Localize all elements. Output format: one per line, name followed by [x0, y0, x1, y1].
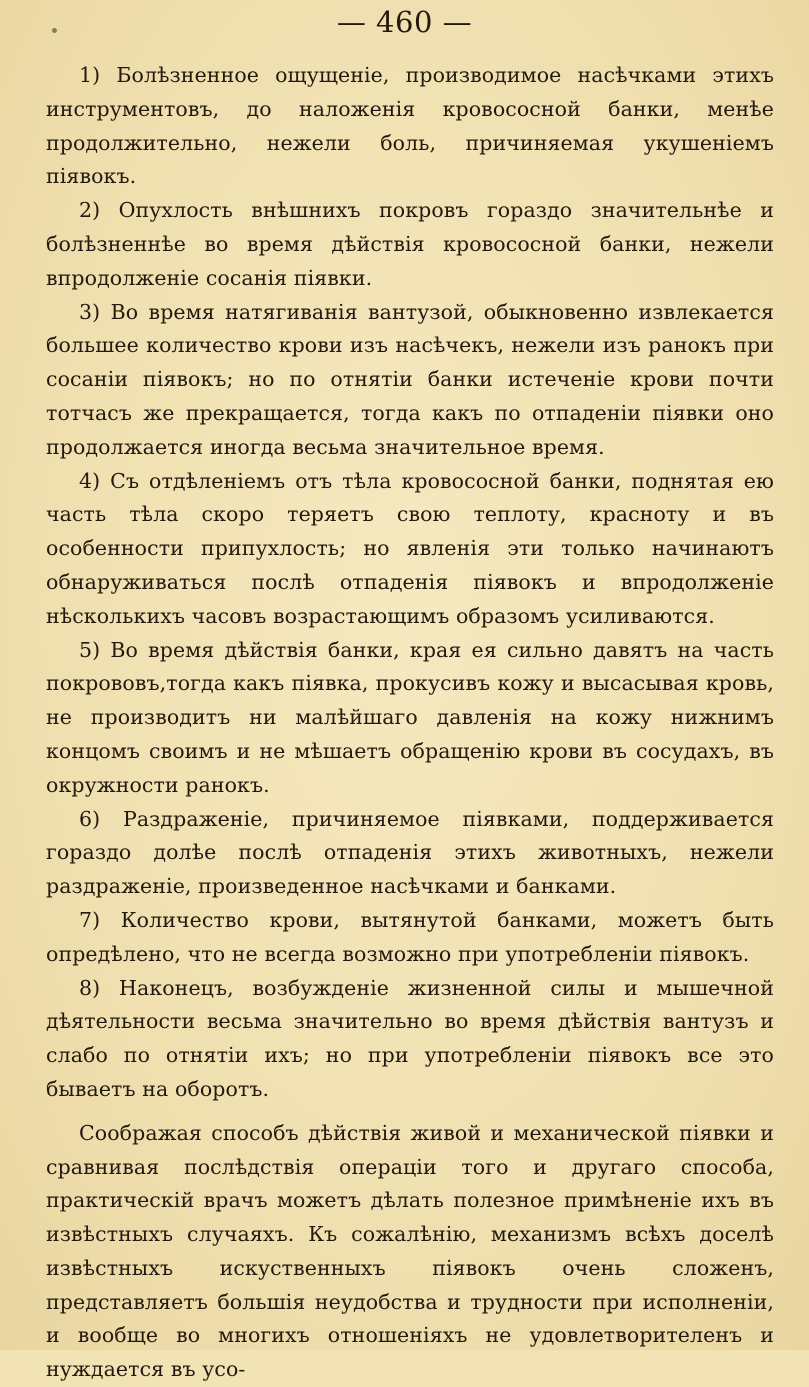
paragraph-8: 8) Наконецъ, возбужденіе жизненной силы и мышечной дѣятельности весьма значительно во время дѣйствія вантузъ и слабо по отнятіи ихъ; но при употребленіи піявокъ все это бываетъ на оборотъ. — [46, 975, 774, 1101]
paragraph-5: 5) Во время дѣйствія банки, края ея сильно давятъ на часть покрововъ,тогда какъ піявка, прокусивъ кожу и высасывая кровь, не производитъ ни малѣйшаго давленія на кожу нижнимъ концомъ своимъ и не мѣшаетъ обращенію крови въ сосудахъ, въ окружности ранокъ. — [46, 637, 774, 797]
paragraph-4: 4) Съ отдѣленіемъ отъ тѣла кровососной банки, поднятая ею часть тѣла скоро теряетъ свою теплоту, красноту и въ особенности припухлость; но явленія эти только начинаютъ обнаруживаться послѣ отпаденія піявокъ и впродолженіе нѣсколькихъ часовъ возрастающимъ образомъ усиливаются. — [46, 468, 774, 628]
page-number: — 460 — — [336, 5, 473, 39]
paragraph-7: 7) Количество крови, вытянутой банками, можетъ быть опредѣлено, что не всегда возможно при употребленіи піявокъ. — [46, 907, 774, 966]
paragraph-1: 1) Болѣзненное ощущеніе, производимое насѣчками этихъ инструментовъ, до наложенія кровососной банки, менѣе продолжительно, нежели боль, причиняемая укушеніемъ піявокъ. — [46, 63, 774, 189]
paragraph-2: 2) Опухлость внѣшнихъ покровъ гораздо значительнѣе и болѣзненнѣе во время дѣйствія кровососной банки, нежели впродолженіе сосанія піявки. — [46, 198, 774, 290]
body-text — [46, 59, 774, 1387]
paragraph-conclusion: Соображая способъ дѣйствія живой и механической піявки и сравнивая послѣдствія операціи того и другаго способа, практическій врачъ можетъ дѣлать полезное примѣненіе ихъ въ извѣстныхъ случаяхъ. Къ сожалѣнію, механизмъ всѣхъ доселѣ извѣстныхъ искуственныхъ піявокъ очень сложенъ, представляетъ большія неудобства и трудности при исполненіи, и вообще во многихъ отношеніяхъ не удовлетворителенъ и нуждается въ усо- — [46, 1120, 774, 1382]
paragraph-6: 6) Раздраженіе, причиняемое піявками, поддерживается гораздо долѣе послѣ отпаденія этихъ животныхъ, нежели раздраженіе, произведенное насѣчками и банками. — [46, 806, 774, 899]
paragraph-3: 3) Во время натягиванія вантузой, обыкновенно извлекается большее количество крови изъ насѣчекъ, нежели изъ ранокъ при сосаніи піявокъ; но по отнятіи банки истеченіе крови почти тотчасъ же прекращается, тогда какъ по отпаденіи піявки оно продолжается иногда весьма значительное время. — [46, 299, 774, 459]
